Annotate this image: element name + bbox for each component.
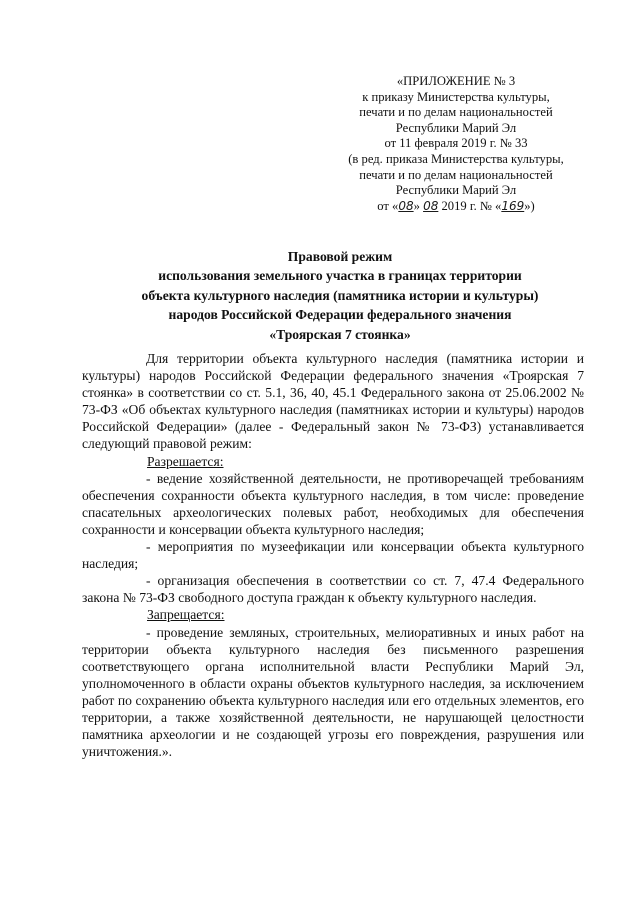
amendment-date-line: [326, 199, 586, 215]
date-prefix: от «: [377, 198, 399, 213]
appendix-line: «ПРИЛОЖЕНИЕ № 3: [396, 74, 516, 88]
title-line: Правовой режим: [287, 249, 393, 264]
appendix-line: печати и по делам национальностей: [359, 167, 553, 182]
appendix-line: Республики Марий Эл: [395, 183, 517, 198]
title-line: объекта культурного наследия (памятника истории и культуры): [141, 287, 539, 303]
appendix-line: (в ред. приказа Министерства культуры,: [348, 151, 564, 166]
allowed-item: - мероприятия по музеефикации или консервации объекта культурного наследия;: [82, 539, 584, 572]
allowed-heading: Разрешается:: [147, 453, 224, 469]
allowed-item: - ведение хозяйственной деятельности, не противоречащей требованиям обеспечения сохранности объекта культурного наследия, в том числе: проведение спасательных археологических полевых работ, необходимых для обеспечения сохранности и консервации объекта культурного наследия;: [82, 470, 584, 537]
appendix-line: печати и по делам национальностей: [359, 105, 553, 120]
handwritten-number: 169: [501, 198, 525, 213]
appendix-line: Республики Марий Эл: [395, 120, 517, 135]
date-suffix: »): [524, 198, 535, 213]
handwritten-day: 08: [398, 198, 414, 213]
appendix-line: к приказу Министерства культуры,: [362, 89, 550, 104]
handwritten-month: 08: [423, 198, 439, 213]
title-line: народов Российской Федерации федерального значения: [168, 307, 512, 323]
document-body: [82, 350, 584, 760]
document-title: [90, 247, 590, 344]
title-line: «Троярская 7 стоянка»: [269, 326, 411, 342]
title-line: использования земельного участка в границах территории: [158, 268, 522, 284]
allowed-item: - организация обеспечения в соответствии со ст. 7, 47.4 Федерального закона № 73-ФЗ свободного доступа граждан к объекту культурного наследия.: [82, 573, 584, 606]
forbidden-item: - проведение земляных, строительных, мелиоративных и иных работ на территории объекта культурного наследия без письменного разрешения соответствующего органа исполнительной власти Республики Марий Эл, уполномоченного в области охраны объектов культурного наследия, за исключением работ по сохранению объекта культурного наследия или его отдельных элементов, его территории, а также хозяйственной деятельности, не нарушающей целостности памятника археологии и не создающей угрозы его повреждения, разрушения или уничтожения.».: [82, 624, 584, 760]
appendix-header: [326, 74, 586, 214]
date-separator: »: [413, 198, 420, 213]
appendix-line: от 11 февраля 2019 г. № 33: [384, 136, 528, 151]
date-year: 2019 г. № «: [441, 198, 502, 213]
intro-paragraph: Для территории объекта культурного наследия (памятника истории и культуры) народов Российской Федерации федерального значения «Троярская 7 стоянка» в соответствии со ст. 5.1, 36, 40, 45.1 Федерального закона от 25.06.2002 № 73-ФЗ «Об объектах культурного наследия (памятниках истории и культуры) народов Российской Федерации» (далее - Федеральный закон № 73-ФЗ) устанавливается следующий правовой режим:: [82, 351, 584, 452]
forbidden-heading: Запрещается:: [147, 607, 225, 623]
